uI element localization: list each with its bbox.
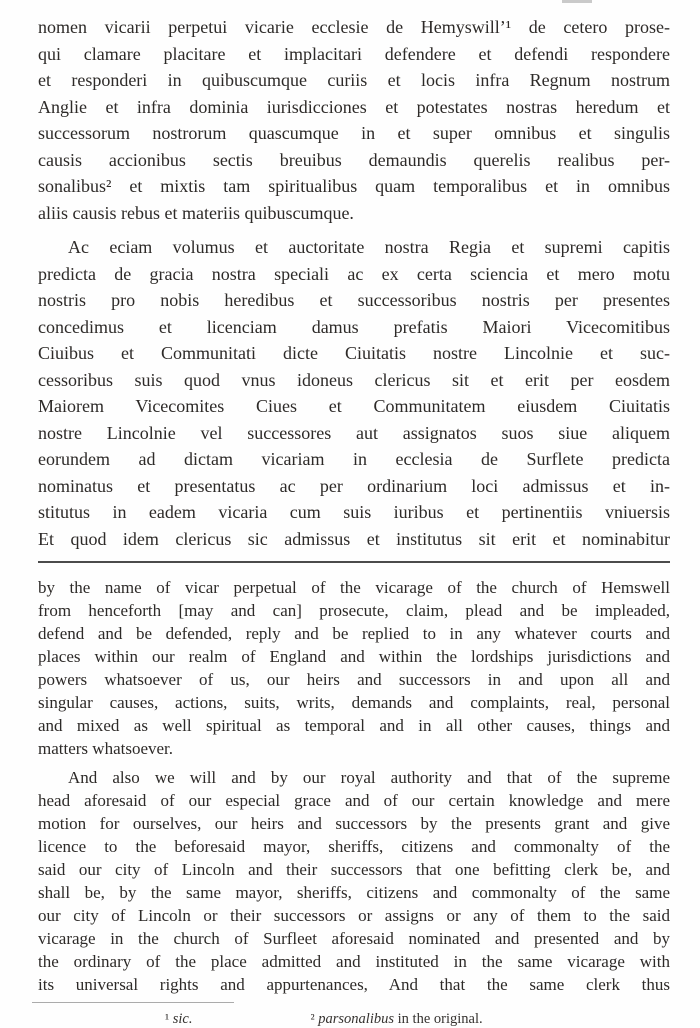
- text-line: aliis causis rebus et materiis quibuscumque.: [38, 202, 354, 223]
- text-line: by the name of vicar perpetual of the vicarage of the church of Hemswell: [38, 578, 670, 597]
- text-line: concedimus et licenciam damus prefatis Maiori Vicecomitibus: [38, 316, 670, 337]
- text-line: vicarage in the church of Surfleet aforesaid nominated and presented and by: [38, 929, 670, 948]
- text-line: and mixed as well spiritual as temporal and in all other causes, things and: [38, 716, 670, 735]
- footnote-2: [311, 1011, 483, 1027]
- text-line: successorum nostrorum quascumque in et super omnibus et singulis: [38, 123, 670, 143]
- text-line: Ciuibus et Communitati dicte Ciuitatis nostre Lincolnie et suc-: [38, 343, 670, 363]
- text-line: singular causes, actions, suits, writs, demands and complaints, real, personal: [38, 693, 670, 712]
- text-line: Ac eciam volumus et auctoritate nostra Regia et supremi capitis: [68, 237, 670, 257]
- text-line: causis accionibus sectis breuibus demaundis querelis realibus per-: [38, 149, 670, 170]
- text-line: Et quod idem clericus sic admissus et institutus sit erit et nominabitur: [38, 528, 670, 549]
- text-line: qui clamare placitare et implacitari defendere et defendi respondere: [38, 43, 670, 64]
- text-line: cessoribus suis quod vnus idoneus clericus sit et erit per eosdem: [38, 369, 670, 390]
- text-line: Anglie et infra dominia iurisdicciones et potestates nostras heredum et: [38, 96, 670, 117]
- text-line: head aforesaid of our especial grace and of our certain knowledge and mere: [38, 791, 670, 810]
- paragraph: [38, 14, 670, 226]
- paragraph: [38, 234, 670, 552]
- text-line: Maiorem Vicecomites Ciues et Communitatem eiusdem Ciuitatis: [38, 396, 670, 416]
- text-line: places within our realm of England and within the lordships jurisdictions and: [38, 647, 670, 666]
- footnote-2-text: in the original.: [394, 1011, 483, 1027]
- footnotes-line: [38, 1010, 670, 1028]
- text-line: matters whatsoever.: [38, 739, 174, 758]
- text-line: predicta de gracia nostra speciali ac ex certa sciencia et mero motu: [38, 263, 670, 284]
- text-line: nostre Lincolnie vel successores aut assignatos suos siue aliquem: [38, 422, 670, 443]
- page-edge-artifact: [562, 0, 592, 3]
- text-line: our city of Lincoln or their successors or assigns or any of them to the said: [38, 906, 670, 925]
- text-line: shall be, by the same mayor, sheriffs, citizens and commonalty of the same: [38, 883, 670, 902]
- text-line: stitutus in eadem vicaria cum suis iuribus et pertinentiis vniuersis: [38, 502, 670, 522]
- footnote-1-term: sic.: [172, 1011, 193, 1027]
- text-line: the ordinary of the place admitted and instituted in the same vicarage with: [38, 952, 670, 971]
- text-line: its universal rights and appurtenances, And that the same clerk thus: [38, 975, 670, 994]
- footnote-2-term: parsonalibus: [318, 1011, 395, 1027]
- text-line: licence to the beforesaid mayor, sheriffs, citizens and commonalty of the: [38, 837, 670, 856]
- section-divider-rule: [38, 561, 670, 563]
- text-line: said our city of Lincoln and their successors that one befitting clerk be, and: [38, 860, 670, 879]
- footnote-1-marker: ¹: [165, 1011, 170, 1026]
- text-line: And also we will and by our royal authority and that of the supreme: [68, 768, 670, 787]
- text-line: et responderi in quibuscumque curiis et locis infra Regnum nostrum: [38, 70, 670, 90]
- footnote-area: [38, 1002, 670, 1028]
- text-line: powers whatsoever of us, our heirs and successors in and upon all and: [38, 670, 670, 689]
- text-line: motion for ourselves, our heirs and successors by the presents grant and give: [38, 814, 670, 833]
- latin-text-section: [38, 14, 670, 552]
- text-line: nominatus et presentatus ac per ordinarium loci admissus et in-: [38, 475, 670, 496]
- footnote-rule: [32, 1002, 234, 1003]
- paragraph: [38, 576, 670, 760]
- text-line: sonalibus² et mixtis tam spiritualibus quam temporalibus et in omnibus: [38, 176, 670, 196]
- text-line: nomen vicarii perpetui vicarie ecclesie de Hemyswill’¹ de cetero prose-: [38, 17, 670, 37]
- text-line: nostris pro nobis heredibus et successoribus nostris per presentes: [38, 290, 670, 310]
- footnote-1: [165, 1011, 193, 1027]
- paragraph: [38, 766, 670, 996]
- text-line: defend and be defended, reply and be replied to in any whatever courts and: [38, 624, 670, 643]
- footnote-2-marker: ²: [310, 1011, 315, 1026]
- text-line: from henceforth [may and can] prosecute, claim, plead and be impleaded,: [38, 601, 670, 620]
- text-line: eorundem ad dictam vicariam in ecclesia de Surflete predicta: [38, 449, 670, 469]
- english-translation-section: [38, 576, 670, 996]
